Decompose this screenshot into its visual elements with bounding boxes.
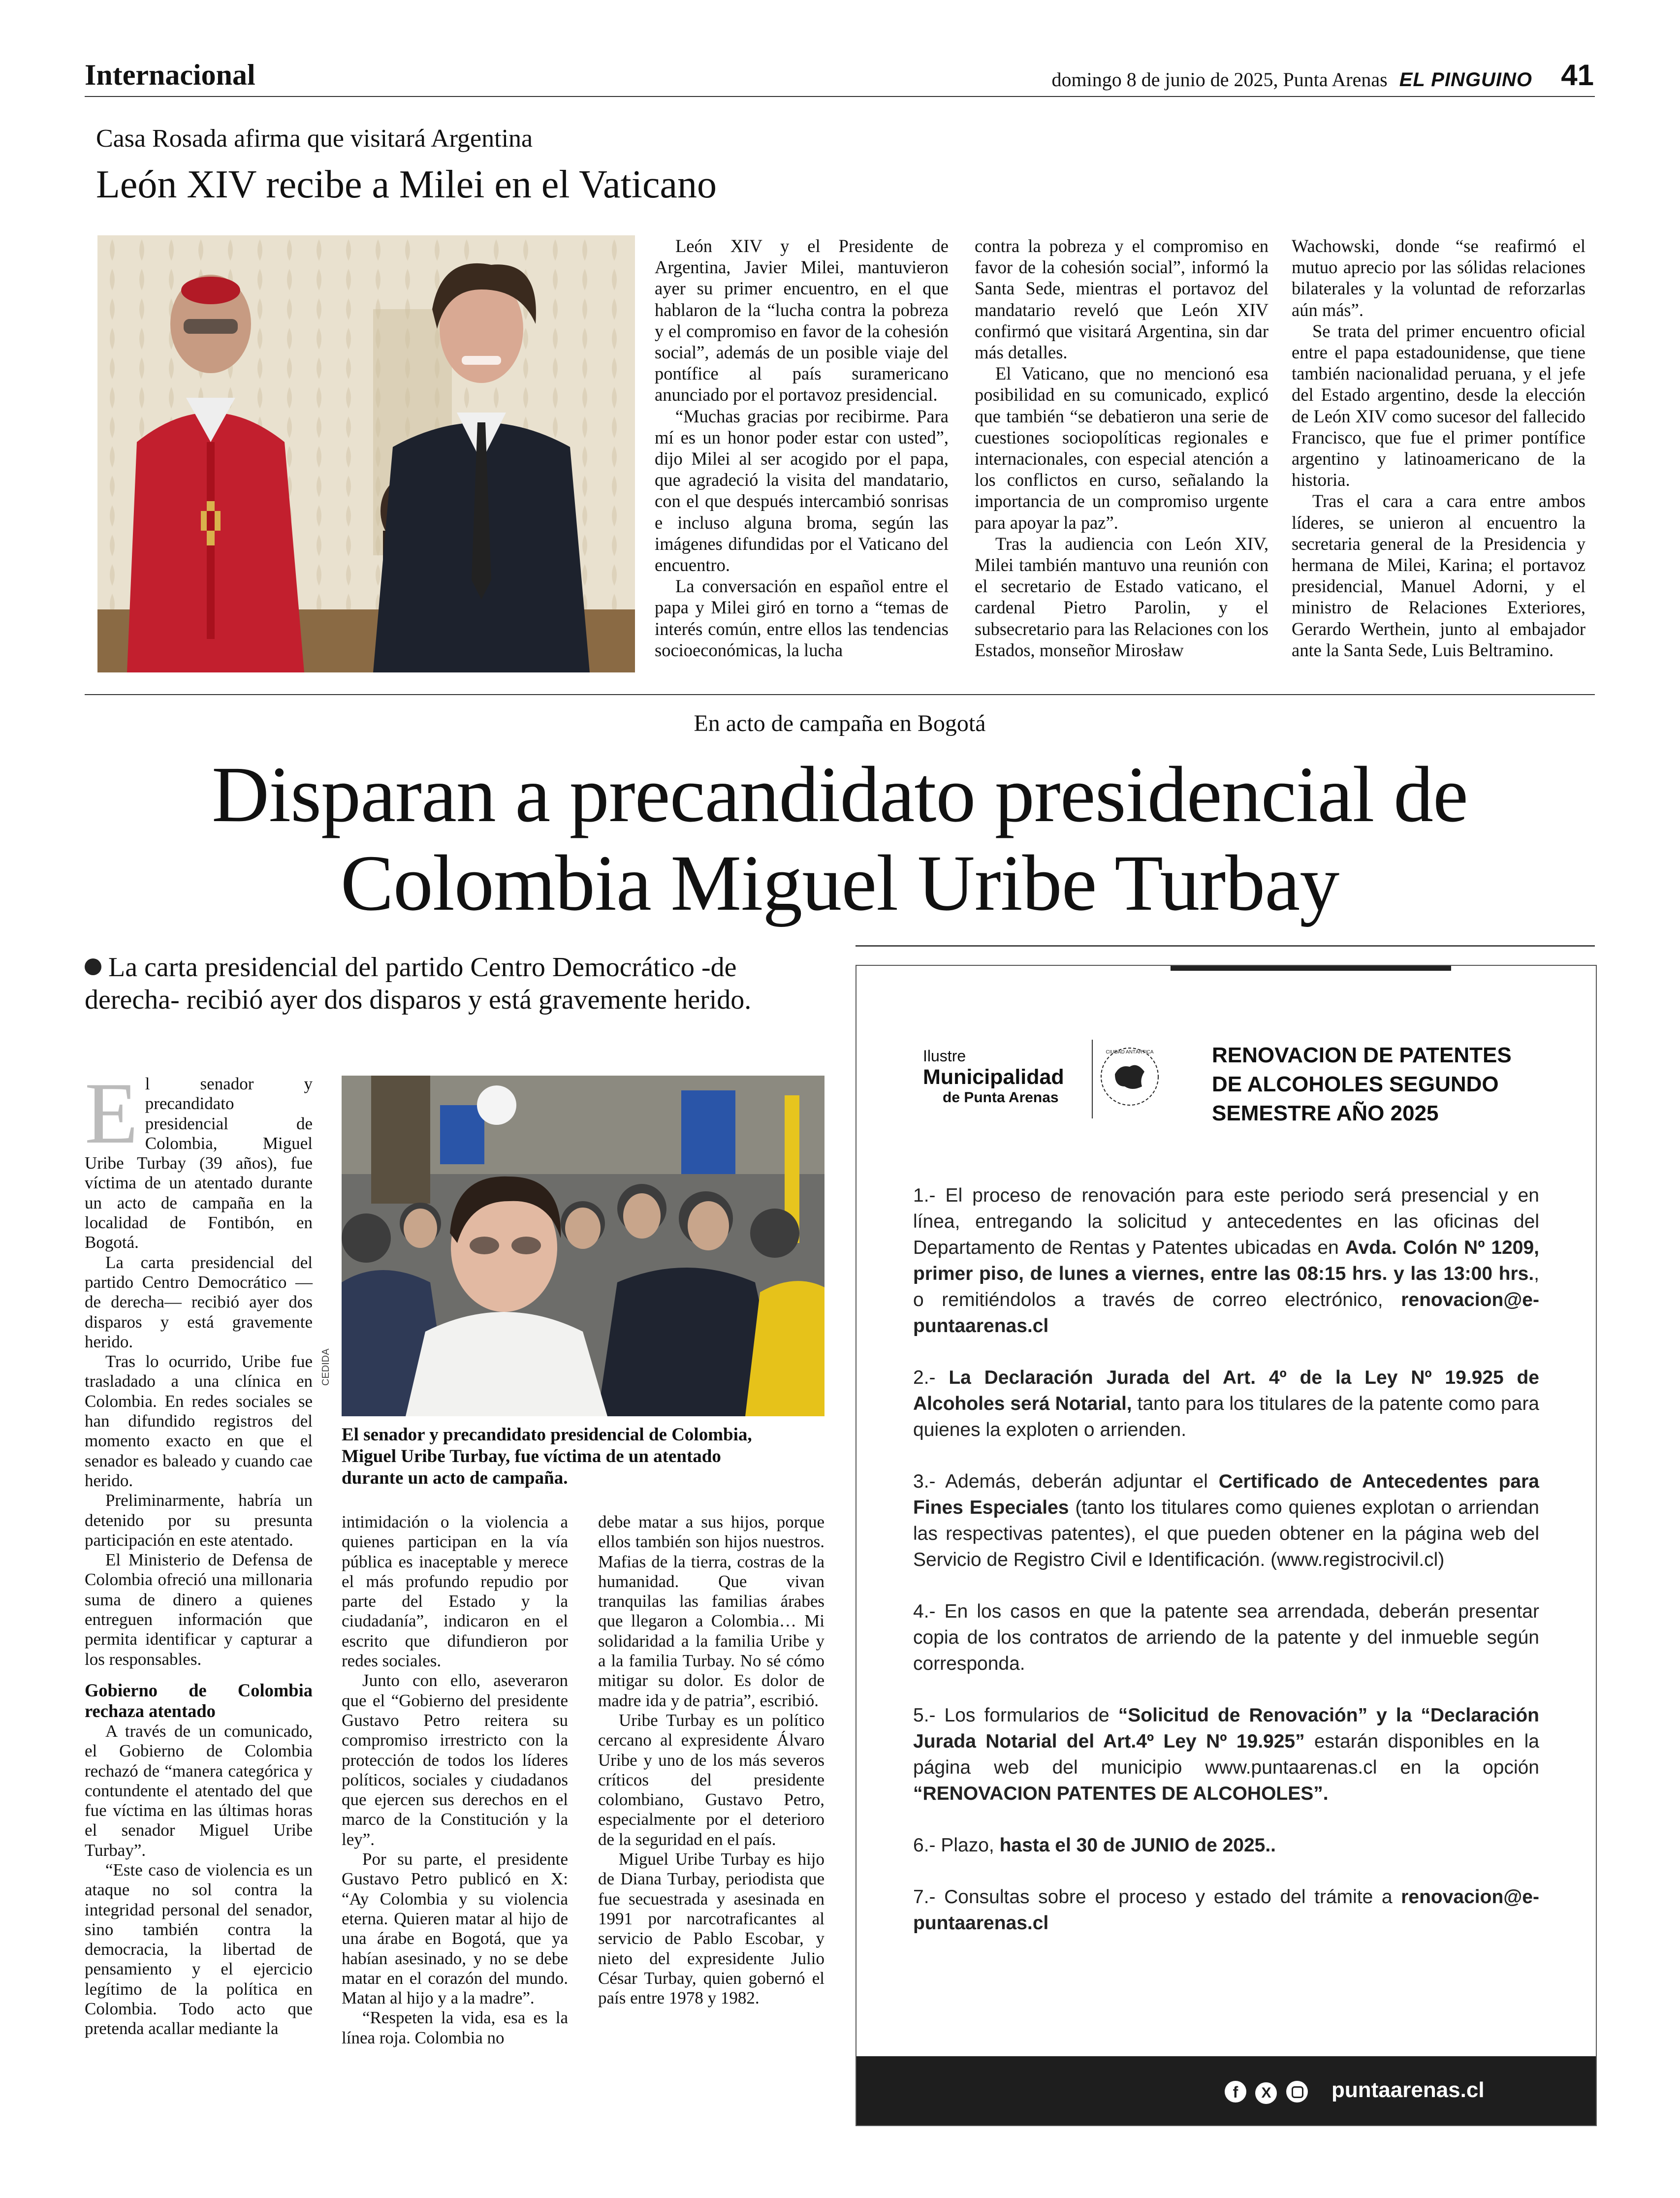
paragraph: “Este caso de violencia es un ataque no sol contra la integridad personal del senador, sino también contra la democracia, la libertad de pensamiento y el ejercicio legítimo de la política en Colombia. Todo acto que pretenda acallar mediante la [85, 1860, 313, 2039]
social-icons [1225, 2081, 1308, 2104]
instagram-icon[interactable] [1286, 2081, 1308, 2102]
text: 2.- [913, 1367, 949, 1388]
x-icon[interactable]: X [1255, 2082, 1277, 2104]
text: “RENOVACION PATENTES DE ALCOHOLES”. [913, 1783, 1329, 1804]
vatican-photo [97, 235, 635, 672]
facebook-icon[interactable]: f [1225, 2081, 1246, 2102]
ad-item-6 [913, 1832, 1539, 1858]
paragraph: El Vaticano, que no mencionó esa posibilidad en su comunicado, explicó que también “se debatieron una serie de cuestiones sociopolíticas regionales e internacionales, con especial atención a los conflictos en curso, señalando la importancia de un compromiso urgente para apoyar la paz”. [975, 363, 1268, 533]
ad-top-rule [856, 945, 1595, 947]
headline-line: Colombia Miguel Uribe Turbay [340, 839, 1339, 927]
paragraph: Wachowski, donde “se reafirmó el mutuo aprecio por las sólidas relaciones bilaterales y la voluntad de reforzarlas aún más”. [1292, 236, 1585, 320]
text: 5.- Los formularios de [913, 1705, 1118, 1726]
photo-credit: CEDIDA [320, 1348, 331, 1386]
logo-divider [1092, 1040, 1093, 1118]
seal-text: CIUDAD ANTÁRTICA [1106, 1050, 1154, 1055]
paragraph: “Respeten la vida, esa es la línea roja. Colombia no [342, 2008, 568, 2047]
paragraph: Junto con ello, aseveraron que el “Gobierno del presidente Gustavo Petro reitera su compromiso irrestricto con la protección de todos los líderes políticos, sociales y ciudadanos que ejercen sus derechos en el marco de la Constitución y la ley”. [342, 1671, 568, 1849]
text: , o remitiéndolos a través de correo electrónico, [913, 1263, 1539, 1310]
paragraph: Tras lo ocurrido, Uribe fue trasladado a una clínica en Colombia. En redes sociales se han difundido registros del momento exacto en que el senador es baleado y cuando cae herido. [85, 1352, 313, 1490]
vatican-photo-illustration [97, 235, 635, 672]
uribe-photo [342, 1076, 824, 1416]
lead-text: l senador y precandidato presidencial de Colombia, Miguel Uribe Turbay (39 años), fue víctima de un atentado durante un acto de campaña en la localidad de Fontibón, en Bogotá. [85, 1074, 313, 1252]
ad-item-1 [913, 1182, 1539, 1339]
paragraph: Por su parte, el presidente Gustavo Petro publicó en X: “Ay Colombia y su violencia eterna. Quieren matar al hijo de una árabe en Bogotá, que ya habían asesinado, y no se debe matar en el corazón del mundo. Matan al hijo y a la madre”. [342, 1849, 568, 2008]
story1-col2 [975, 235, 1268, 661]
lead-paragraph [85, 1064, 313, 1253]
story2-col2 [342, 1512, 568, 2048]
text: La Declaración Jurada del Art. 4º de la Ley Nº 19.925 de Alcoholes será Notarial, [913, 1367, 1539, 1414]
section-title: Internacional [85, 59, 255, 91]
paragraph: Tras el cara a cara entre ambos líderes, se unieron al encuentro la secretaria general de la Presidencia y hermana de Milei, Karina; el portavoz presidencial, Manuel Adorni, y el ministro de Relaciones Exteriores, Gerardo Werthein, junto al embajador ante la Santa Sede, Luis Beltramino. [1292, 491, 1585, 660]
paragraph: Tras la audiencia con León XIV, Milei también mantuvo una reunión con el secretario de Estado vaticano, el cardenal Pietro Parolin, y el subsecretario para las Relaciones con los Estados, monseñor Mirosław [975, 533, 1268, 660]
header-rule [85, 96, 1595, 97]
logo-big: Municipalidad [923, 1065, 1064, 1089]
logo-sub: de Punta Arenas [943, 1089, 1059, 1106]
drop-cap: E [85, 1064, 138, 1162]
story-divider [85, 694, 1595, 695]
email-link[interactable]: renovacion@e-puntaarenas.cl [913, 1289, 1539, 1337]
ad-item-3 [913, 1468, 1539, 1573]
paragraph: León XIV y el Presidente de Argentina, Javier Milei, mantuvieron ayer su primer encuentro, en el que hablaron de la “lucha contra la pobreza y el compromiso en favor de la cohesión social”, además de un posible viaje del pontífice al país suramericano anunciado por el portavoz presidencial. [655, 236, 949, 405]
paragraph: Preliminarmente, habría un detenido por su presunta participación en este atentado. [85, 1491, 313, 1550]
story2-headline [85, 751, 1595, 928]
page-number: 41 [1561, 59, 1594, 92]
text: tanto para los titulares de la patente como para quienes la exploten o arrienden. [913, 1393, 1539, 1440]
text: 1.- El proceso de renovación para este periodo será presencial y en línea, entregando la solicitud y antecedentes en las oficinas del Departamento de Rentas y Patentes ubicadas en [913, 1185, 1539, 1258]
subhead: Gobierno de Colombia rechaza atentado [85, 1680, 313, 1721]
paragraph: intimidación o la violencia a quienes participan en la vía pública es inaceptable y merece el más profundo repudio por parte del Estado y la ciudadanía”, indicaron en el escrito que difundieron por redes sociales. [342, 1512, 568, 1671]
ad-item-7 [913, 1884, 1539, 1936]
city-seal-icon [1098, 1045, 1162, 1109]
uribe-photo-illustration [342, 1076, 824, 1416]
story2-kicker: En acto de campaña en Bogotá [694, 710, 986, 736]
date-text: domingo 8 de junio de 2025, Punta Arenas [1051, 68, 1388, 91]
paragraph: El Ministerio de Defensa de Colombia ofreció una millonaria suma de dinero a quienes entreguen información que permita identificar y capturar a los responsables. [85, 1550, 313, 1669]
ad-item-4: 4.- En los casos en que la patente sea arrendada, deberán presentar copia de los contratos de arriendo de la patente y del inmueble según corresponda. [913, 1601, 1539, 1674]
paragraph: debe matar a sus hijos, porque ellos también son hijos nuestros. Mafias de la tierra, costras de la humanidad. Que vivan tranquilas las familias árabes que llegaron a Colombia… Mi solidaridad a la familia Uribe y a la familia Turbay. No sé cómo mitigar su dolor. Es dolor de madre ida y de patria”, escribió. [598, 1512, 824, 1710]
story1-kicker: Casa Rosada afirma que visitará Argentina [96, 125, 533, 153]
story2-col3 [598, 1512, 824, 2008]
paragraph: A través de un comunicado, el Gobierno de Colombia rechazó de “manera categórica y contundente el atentado del que fue víctima en las últimas horas el senador Miguel Uribe Turbay”. [85, 1721, 313, 1860]
story1-col3 [1292, 235, 1585, 661]
ad-title-line: RENOVACION DE PATENTES [1212, 1043, 1512, 1067]
ad-title-line: DE ALCOHOLES SEGUNDO [1212, 1072, 1499, 1096]
paragraph: Uribe Turbay es un político cercano al expresidente Álvaro Uribe y uno de los más severos críticos del presidente colombiano, Gustavo Petro, especialmente por el deterioro de la seguridad en el país. [598, 1710, 824, 1849]
story1-headline: León XIV recibe a Milei en el Vaticano [96, 163, 717, 206]
ad-item-5 [913, 1702, 1539, 1807]
ad-item-2 [913, 1365, 1539, 1443]
paragraph: contra la pobreza y el compromiso en favor de la cohesión social”, informó la Santa Sede, mientras el portavoz del mandatario reveló que León XIV confirmó que visitará Argentina, sin dar más detalles. [975, 236, 1268, 363]
text: estarán disponibles en la página web del municipio www.puntaarenas.cl en la opción [913, 1731, 1539, 1778]
municipality-logo [923, 1047, 1080, 1106]
footer-url[interactable]: puntaarenas.cl [1331, 2078, 1485, 2102]
paragraph: La carta presidencial del partido Centro Democrático —de derecha— recibió ayer dos disparos y está gravemente herido. [85, 1252, 313, 1351]
text: 6.- Plazo, [913, 1835, 1000, 1856]
paragraph: “Muchas gracias por recibirme. Para mí es un honor poder estar con usted”, dijo Milei al ser acogido por el papa, que agradeció la visita del mandatario, con el que después intercambió sonrisas e incluso alguna broma, según las imágenes difundidas por el Vaticano del encuentro. [655, 406, 949, 575]
logo-small: Ilustre [923, 1047, 966, 1065]
text: 3.- Además, deberán adjuntar el [913, 1471, 1219, 1492]
photo-caption: El senador y precandidato presidencial de Colombia, Miguel Uribe Turbay, fue víctima de un atentado durante un acto de campaña. [342, 1425, 752, 1488]
text: “Solicitud de Renovación” y la “Declaración Jurada Notarial del Art.4º Ley Nº 19.925” [913, 1705, 1539, 1752]
dateline [1052, 68, 1532, 91]
ad-title-line: SEMESTRE AÑO 2025 [1212, 1101, 1439, 1125]
paragraph: Miguel Uribe Turbay es hijo de Diana Turbay, periodista que fue secuestrada y asesinada en 1991 por narcotraficantes al servicio de Pablo Escobar, y nieto del expresidente Julio César Turbay, quien gobernó el país entre 1978 y 1982. [598, 1849, 824, 2008]
email-link[interactable]: renovacion@e-puntaarenas.cl [913, 1886, 1539, 1934]
text: Avda. Colón Nº 1209, primer piso, de lunes a viernes, entre las 08:15 hrs. y las 13:00 hrs. [913, 1237, 1540, 1284]
paragraph: Se trata del primer encuentro oficial entre el papa estadounidense, que tiene también nacionalidad peruana, y el jefe del Estado argentino, desde la elección de León XIV como sucesor del fallecido Francisco, que fue el primer pontífice argentino y latinoamericano de la historia. [1292, 320, 1585, 490]
text: Certificado de Antecedentes para Fines Especiales [913, 1471, 1539, 1518]
paragraph: La conversación en español entre el papa y Milei giró en torno a “temas de interés común, entre ellos las tendencias socioeconómicas, la lucha [655, 576, 949, 660]
municipal-ad [856, 965, 1597, 2126]
bullet-icon [85, 958, 101, 975]
ad-title [1212, 1041, 1512, 1128]
text: hasta el 30 de JUNIO de 2025.. [999, 1835, 1276, 1856]
text: (tanto los titulares como quienes explotan o arriendan las respectivas patentes), el que pueden obtener en la página web del Servicio de Registro Civil e Identificación. (www.registrocivil.cl) [913, 1497, 1539, 1570]
summary-text: La carta presidencial del partido Centro Democrático -de derecha- recibió ayer dos disparos y está gravemente herido. [85, 952, 752, 1015]
text: 7.- Consultas sobre el proceso y estado del trámite a [913, 1886, 1401, 1908]
ad-footer [856, 2056, 1596, 2125]
story2-col1 [85, 1064, 313, 2039]
story1-col1 [655, 235, 949, 661]
story2-summary [85, 951, 803, 1016]
headline-line: Disparan a precandidato presidencial de [212, 751, 1468, 839]
ad-body [913, 1182, 1539, 1962]
paper-name: EL PINGUINO [1399, 69, 1532, 91]
